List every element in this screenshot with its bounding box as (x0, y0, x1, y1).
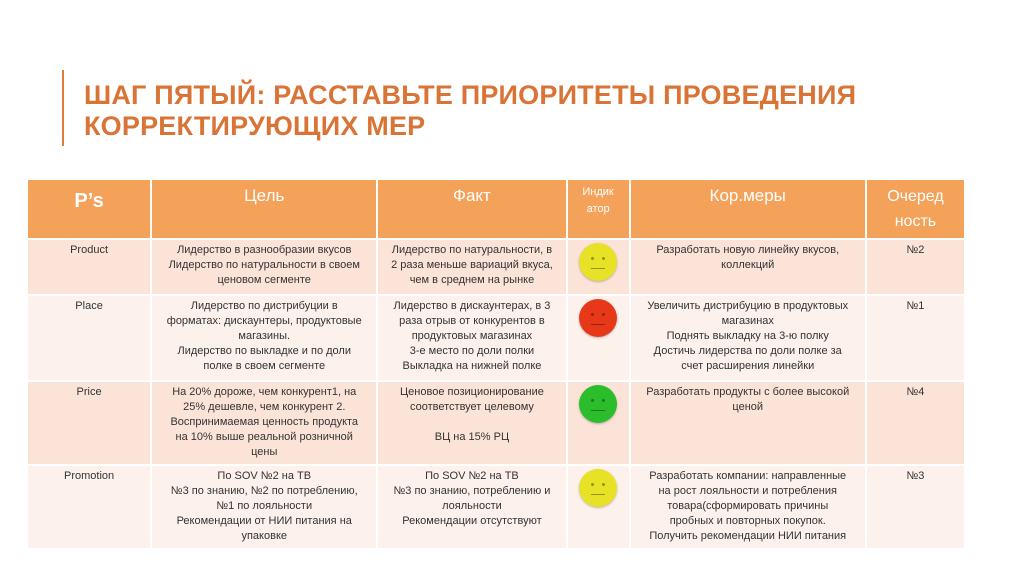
fact-cell (378, 382, 565, 464)
table-row (28, 240, 964, 294)
title-line-2: КОРРЕКТИРУЮЩИХ МЕР (84, 111, 426, 141)
table-row (28, 382, 964, 464)
measures-line: ценой (732, 401, 764, 413)
measures-line: Увеличить дистрибуцию в продуктовых (647, 300, 849, 312)
fact-line: По SOV №2 на ТВ (425, 470, 519, 482)
measures-line: коллекций (721, 259, 775, 271)
measures-line: товара(сформировать причины (667, 500, 829, 512)
priority-cell: №3 (867, 466, 964, 548)
header-priority-line-2: ность (894, 213, 937, 230)
yellow-face-icon (579, 469, 617, 507)
indicator-cell (568, 382, 629, 464)
header-priority (867, 180, 964, 238)
table-row (28, 296, 964, 380)
green-face-icon (579, 385, 617, 423)
fact-line: Выкладка на нижней полке (402, 360, 542, 372)
fact-line: чем в среднем на рынке (409, 274, 535, 286)
fact-line: Рекомендации отсутствуют (402, 515, 542, 527)
measures-cell (631, 240, 865, 294)
measures-line: Достичь лидерства по доли полке за (653, 345, 842, 357)
red-face-icon (579, 299, 617, 337)
fact-line: Лидерство в дискаунтерах, в 3 (393, 300, 551, 312)
goal-line: Лидерство по дистрибуции в (190, 300, 338, 312)
fact-line: соответствует целевому (410, 401, 534, 413)
fact-line: ВЦ на 15% РЦ (434, 431, 510, 443)
title-accent-bar (62, 70, 64, 146)
goal-line: на 10% выше реальной розничной (175, 431, 353, 443)
goal-cell (152, 296, 376, 380)
measures-line: Поднять выкладку на 3-ю полку (666, 330, 829, 342)
header-indicator-line-1: Индик (582, 186, 614, 198)
fact-cell (378, 466, 565, 548)
priority-cell: №1 (867, 296, 964, 380)
goal-line: Воспринимаемая ценность продукта (170, 416, 359, 428)
goal-cell (152, 382, 376, 464)
goal-line: №1 по лояльности (216, 500, 313, 512)
goal-line: Лидерство по натуральности в своем (168, 259, 360, 271)
priority-cell: №2 (867, 240, 964, 294)
table-row (28, 466, 964, 548)
measures-line: Получить рекомендации НИИ питания (649, 530, 847, 542)
measures-line: магазинах (721, 315, 774, 327)
fact-line: 2 раза меньше вариаций вкуса, (391, 259, 553, 271)
fact-line: лояльности (442, 500, 502, 512)
measures-line: Разработать новую линейку вкусов, (656, 244, 840, 256)
goal-cell (152, 466, 376, 548)
title-line-1: ШАГ ПЯТЫЙ: РАССТАВЬТЕ ПРИОРИТЕТЫ ПРОВЕДЕНИЯ (84, 80, 857, 110)
p-cell: Price (28, 382, 150, 464)
goal-line: На 20% дороже, чем конкурент1, на (172, 386, 357, 398)
header-measures: Кор.меры (631, 180, 865, 238)
priorities-table (26, 178, 966, 550)
header-goal: Цель (152, 180, 376, 238)
fact-line: №3 по знанию, потреблению и (393, 485, 551, 497)
header-indicator-line-2: атор (586, 203, 610, 215)
measures-cell (631, 296, 865, 380)
goal-line: полке в своем сегменте (203, 360, 326, 372)
yellow-face-icon (579, 243, 617, 281)
goal-line: №3 по знанию, №2 по потреблению, (170, 485, 358, 497)
fact-line: 3-е место по доли полки (409, 345, 535, 357)
goal-line: форматах: дискаунтеры, продуктовые (166, 315, 362, 327)
fact-spacer (382, 415, 561, 430)
measures-line: Разработать продукты с более высокой (646, 386, 850, 398)
fact-line: раза отрыв от конкурентов в (399, 315, 545, 327)
measures-line: на рост лояльности и потребления (658, 485, 837, 497)
measures-line: счет расширения линейки (681, 360, 815, 372)
header-indicator (568, 180, 629, 238)
goal-line: ценовом сегменте (217, 274, 311, 286)
measures-line: Разработать компании: направленные (649, 470, 847, 482)
header-ps: P’s (28, 180, 150, 238)
indicator-cell (568, 466, 629, 548)
goal-line: цены (251, 446, 278, 458)
goal-line: 25% дешевле, чем конкурент 2. (183, 401, 346, 413)
goal-line: Рекомендации от НИИ питания на (176, 515, 352, 527)
fact-line: Лидерство по натуральности, в (391, 244, 553, 256)
indicator-cell (568, 296, 629, 380)
slide-title (84, 80, 984, 142)
goal-line: По SOV №2 на ТВ (217, 470, 312, 482)
goal-line: упаковке (241, 530, 287, 542)
fact-line: Ценовое позиционирование (400, 386, 544, 398)
priority-cell: №4 (867, 382, 964, 464)
p-cell: Place (28, 296, 150, 380)
header-row (28, 180, 964, 238)
fact-line: продуктовых магазинах (411, 330, 533, 342)
measures-cell (631, 382, 865, 464)
measures-cell (631, 466, 865, 548)
fact-cell (378, 296, 565, 380)
fact-cell (378, 240, 565, 294)
p-cell: Promotion (28, 466, 150, 548)
p-cell: Product (28, 240, 150, 294)
header-priority-line-1: Очеред (887, 188, 944, 205)
goal-line: Лидерство по выкладке и по доли (177, 345, 351, 357)
goal-line: магазины. (238, 330, 291, 342)
goal-cell (152, 240, 376, 294)
goal-line: Лидерство в разнообразии вкусов (177, 244, 352, 256)
measures-line: пробных и повторных покупок. (669, 515, 826, 527)
indicator-cell (568, 240, 629, 294)
header-fact: Факт (378, 180, 565, 238)
